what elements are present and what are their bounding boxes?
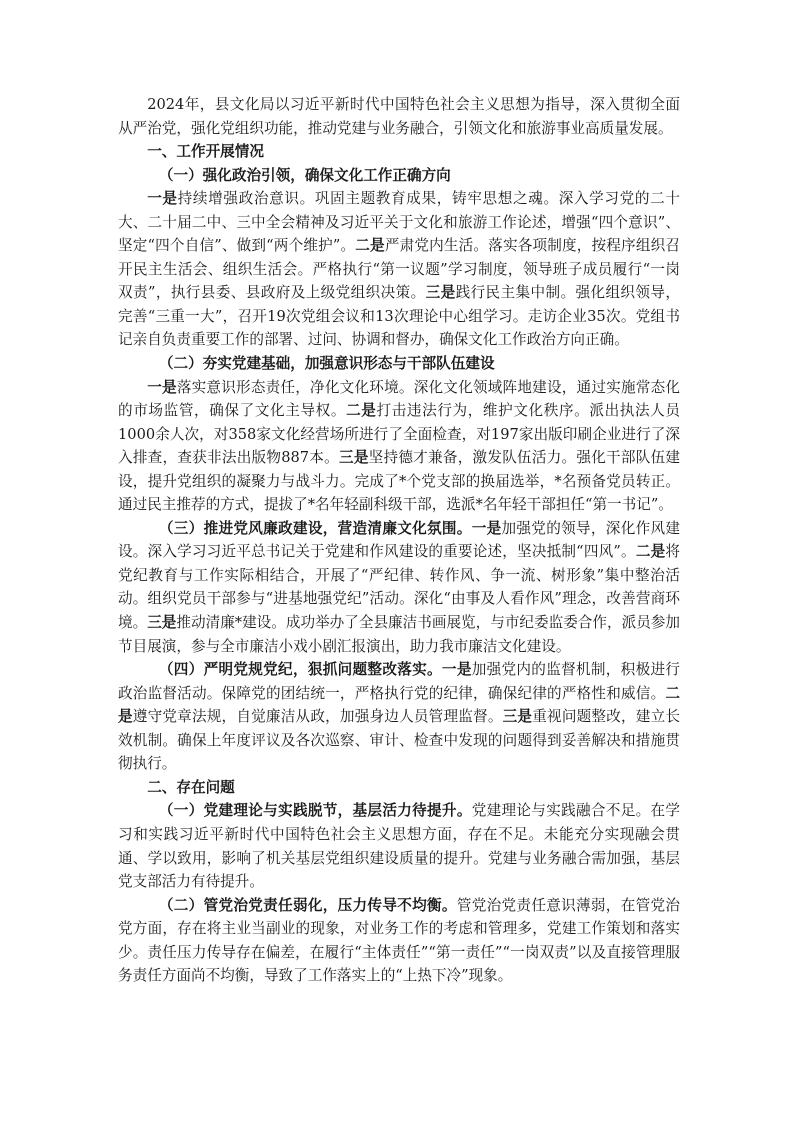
subheading-party-foundation: （二）夯实党建基础，加强意识形态与干部队伍建设 [158, 355, 495, 373]
paragraph-clean-government [118, 517, 680, 658]
paragraph-text: 党建理论与实践融合不足。在学习和实践习近平新时代中国特色社会主义思想方面，存在不足。未能充分实现融会贯通、学以致用，影响了机关基层党组织建设质量的提升。党建与业务融合需加强，基层党支部活力有待提升。 [118, 802, 680, 891]
paragraph-text: 管党治党责任意识薄弱，在管党治党方面，存在将主业当副业的现象，对业务工作的考虑和管理多，党建工作策划和落实少。责任压力传导存在偏差，在履行“主体责任”“第一责任”“一岗双责”以及直接管理服务责任方面尚不均衡，导致了工作落实上的“上热下冷”现象。 [118, 896, 680, 985]
paragraph-text: 加强党的领导，深化作风建设。深入学习习近平总书记关于党建和作风建设的重要论述，坚决抵制“四风”。 [118, 519, 680, 561]
ordinal-lead: 一是 [147, 190, 178, 208]
paragraph-text: 落实意识形态责任，净化文化环境。深化文化领域阵地建设，通过实施常态化的市场监管，确保了文化主导权。 [118, 378, 680, 420]
ordinal-lead: 一是 [147, 378, 177, 396]
ordinal-lead: 二是 [346, 402, 377, 420]
paragraph-responsibility [118, 894, 680, 988]
paragraph-text: 践行民主集中制。强化组织领导，完善“三重一大”，召开19次党组会议和13次理论中心组学习。走访企业35次。党组书记亲自负责重要工作的部署、过问、协调和督办，确保文化工作政治方向正确。 [118, 284, 680, 349]
ordinal-lead: 二是 [355, 237, 385, 255]
intro-paragraph: 2024年，县文化局以习近平新时代中国特色社会主义思想为指导，深入贯彻全面从严治党，强化党组织功能，推动党建与业务融合，引领文化和旅游事业高质量发展。 [118, 96, 680, 137]
paragraph-theory-practice [118, 799, 680, 893]
ordinal-lead: 二是 [118, 684, 680, 726]
ordinal-lead: 一是 [471, 519, 502, 537]
subheading-party-discipline: （四）严明党规党纪，狠抓问题整改落实。 [158, 661, 442, 679]
paragraph-text: 打击违法行为，维护文化秩序。派出执法人员1000余人次，对358家文化经营场所进行了全面检查，对197家出版印刷企业进行了深入排查，查获非法出版物887本。 [118, 402, 680, 467]
ordinal-lead: 三是 [502, 708, 533, 726]
ordinal-lead: 三是 [425, 284, 456, 302]
ordinal-lead: 三是 [147, 614, 177, 632]
subheading-political-guidance: （一）强化政治引领，确保文化工作正确方向 [158, 166, 451, 184]
paragraph-text: 严肃党内生活。落实各项制度，按程序组织召开民主生活会、组织生活会。严格执行“第一议题”学习制度，领导班子成员履行“一岗双责”，执行县委、县政府及上级党组织决策。 [118, 237, 680, 302]
paragraph-party-discipline [118, 658, 680, 776]
subheading-clean-government: （三）推进党风廉政建设，营造清廉文化氛围。 [158, 519, 472, 537]
ordinal-lead: 一是 [441, 661, 472, 679]
paragraph-text: 坚持德才兼备，激发队伍活力。强化干部队伍建设，提升党组织的凝聚力与战斗力。完成了*个党支部的换届选举，*名预备党员转正。通过民主推荐的方式，提拔了*名年轻副科级干部，选派*名年轻干部担任“第一书记”。 [118, 449, 680, 514]
paragraph-text: 重视问题整改，建立长效机制。确保上年度评议及各次巡察、审计、检查中发现的问题得到妥善解决和措施贯彻执行。 [118, 708, 680, 773]
paragraph-party-foundation [118, 376, 680, 517]
document-page [118, 93, 680, 988]
paragraph-text: 推动清廉*建设。成功举办了全县廉洁书画展览，与市纪委监委合作，派员参加节目展演，参与全市廉洁小戏小剧汇报演出，助力我市廉洁文化建设。 [118, 614, 680, 655]
paragraph-text: 将党纪教育与工作实际相结合，开展了“严纪律、转作风、争一流、树形象”集中整治活动。组织党员干部参与“进基地强党纪”活动。深化“由事及人看作风”理念，改善营商环境。 [118, 543, 680, 632]
ordinal-lead: 三是 [338, 449, 369, 467]
section-heading-problems: 二、存在问题 [147, 778, 235, 796]
ordinal-lead: 二是 [635, 543, 666, 561]
subheading-responsibility: （二）管党治党责任弱化，压力传导不均衡。 [158, 896, 457, 914]
paragraph-text: 持续增强政治意识。巩固主题教育成果，铸牢思想之魂。深入学习党的二十大、二十届二中、三中全会精神及习近平关于文化和旅游工作论述，增强“四个意识”、坚定“四个自信”、做到“两个维护”。 [118, 190, 680, 255]
paragraph-text: 加强党内的监督机制，积极进行政治监督活动。保障党的团结统一，严格执行党的纪律，确保纪律的严格性和威信。 [118, 661, 680, 702]
subheading-theory-practice: （一）党建理论与实践脱节，基层活力待提升。 [158, 802, 472, 820]
paragraph-text: 遵守党章法规，自觉廉洁从政，加强身边人员管理监督。 [132, 708, 503, 726]
paragraph-political-guidance [118, 187, 680, 352]
section-heading-work: 一、工作开展情况 [147, 143, 264, 161]
